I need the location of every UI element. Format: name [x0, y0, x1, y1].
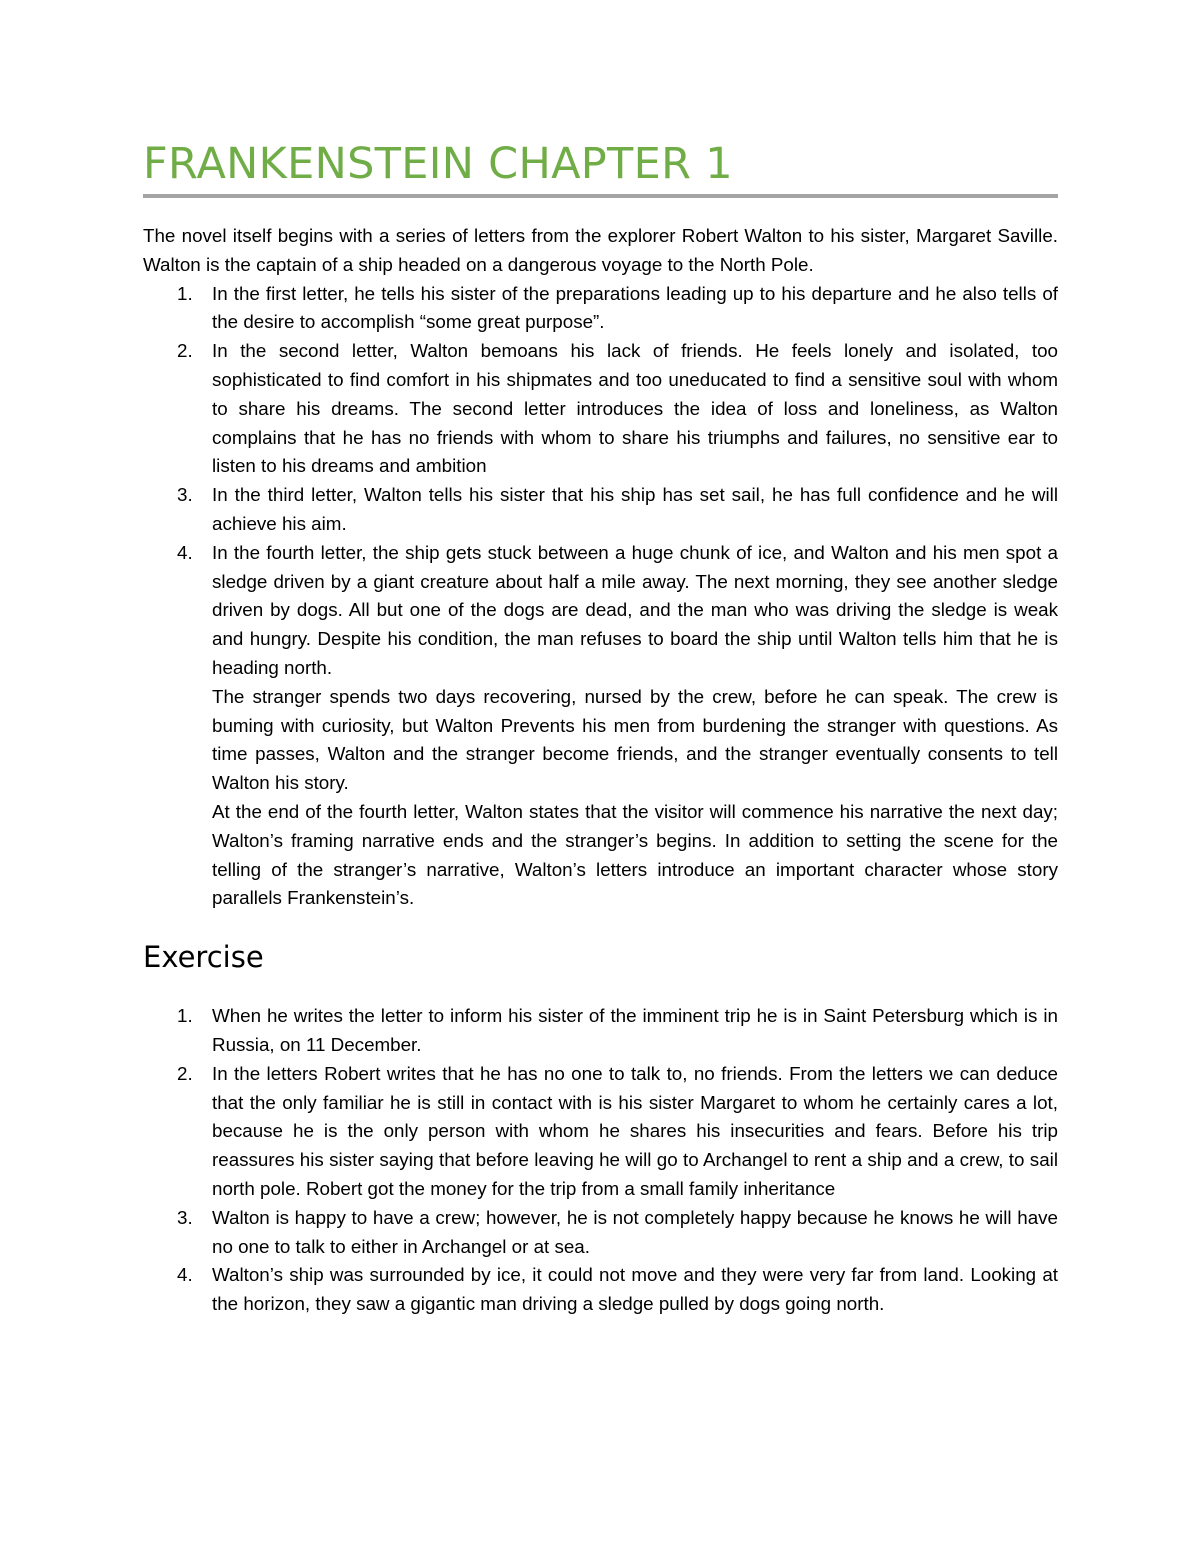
- exercise-list: [143, 1002, 1058, 1319]
- list-item-text: When he writes the letter to inform his sister of the imminent trip he is in Saint Petersburg which is in Russia, on 11 December.: [212, 1005, 1058, 1055]
- list-item-text: In the fourth letter, the ship gets stuck between a huge chunk of ice, and Walton and his men spot a sledge driven by a giant creature about half a mile away. The next morning, they see another sledge driven by dogs. All but one of the dogs are dead, and the man who was driving the sledge is weak and hungry. Despite his condition, the man refuses to board the ship until Walton tells him that he is heading north.: [212, 541, 1058, 678]
- list-number: 3.: [177, 1206, 193, 1228]
- list-number: 1.: [177, 1005, 193, 1027]
- list-item-text: In the third letter, Walton tells his sister that his ship has set sail, he has full confidence and he will achieve his aim.: [212, 484, 1058, 534]
- list-item: [143, 1204, 1058, 1262]
- list-item-text: In the letters Robert writes that he has no one to talk to, no friends. From the letters we can deduce that the only familiar he is still in contact with is his sister Margaret to whom he certainly cares a lot, because he is the only person with whom he shares his insecurities and fears. Before his trip reassures his sister saying that before leaving he will go to Archangel to rent a ship and a crew, to sail north pole. Robert got the money for the trip from a small family inheritance: [212, 1062, 1058, 1199]
- list-item: [143, 1060, 1058, 1204]
- document-page: [143, 138, 1058, 1319]
- list-number: 1.: [177, 282, 193, 304]
- title-underline: [143, 194, 1058, 198]
- list-item-text: Walton’s ship was surrounded by ice, it could not move and they were very far from land. Looking at the horizon, they saw a gigantic man driving a sledge pulled by dogs going north.: [212, 1264, 1058, 1315]
- list-number: 3.: [177, 484, 193, 506]
- list-item-continuation: The stranger spends two days recovering, nursed by the crew, before he can speak. The crew is buming with curiosity, but Walton Prevents his men from burdening the stranger with questions. As time passes, Walton and the stranger become friends, and the stranger eventually consents to tell Walton his story.: [212, 685, 1058, 794]
- list-item: [143, 1261, 1058, 1319]
- letters-list: [143, 280, 1058, 914]
- list-item-text: In the first letter, he tells his sister of the preparations leading up to his departure and he also tells of the desire to accomplish “some great purpose”.: [212, 282, 1058, 333]
- page-title: FRANKENSTEIN CHAPTER 1: [143, 139, 733, 189]
- list-item-continuation: At the end of the fourth letter, Walton states that the visitor will commence his narrative the next day; Walton’s framing narrative ends and the stranger’s begins. In addition to setting the scene for the telling of the stranger’s narrative, Walton’s letters introduce an important character whose story parallels Frankenstein’s.: [212, 800, 1058, 909]
- list-item: [143, 481, 1058, 539]
- list-item-text: Walton is happy to have a crew; however, he is not completely happy because he knows he will have no one to talk to either in Archangel or at sea.: [212, 1206, 1058, 1257]
- list-number: 4.: [177, 541, 193, 563]
- list-item: [143, 280, 1058, 338]
- exercise-heading: Exercise: [143, 940, 264, 975]
- list-number: 2.: [177, 340, 193, 362]
- intro-paragraph: The novel itself begins with a series of letters from the explorer Robert Walton to his sister, Margaret Saville. Walton is the captain of a ship headed on a dangerous voyage to the North Pole.: [143, 225, 1058, 275]
- list-item: [143, 1002, 1058, 1060]
- list-item: [143, 539, 1058, 913]
- list-number: 4.: [177, 1264, 193, 1286]
- list-item-text: In the second letter, Walton bemoans his lack of friends. He feels lonely and isolated, too sophisticated to find comfort in his shipmates and too uneducated to find a sensitive soul with whom to share his dreams. The second letter introduces the idea of loss and loneliness, as Walton complains that he has no friends with whom to share his triumphs and failures, no sensitive ear to listen to his dreams and ambition: [212, 340, 1058, 477]
- list-item: [143, 337, 1058, 481]
- list-number: 2.: [177, 1062, 193, 1084]
